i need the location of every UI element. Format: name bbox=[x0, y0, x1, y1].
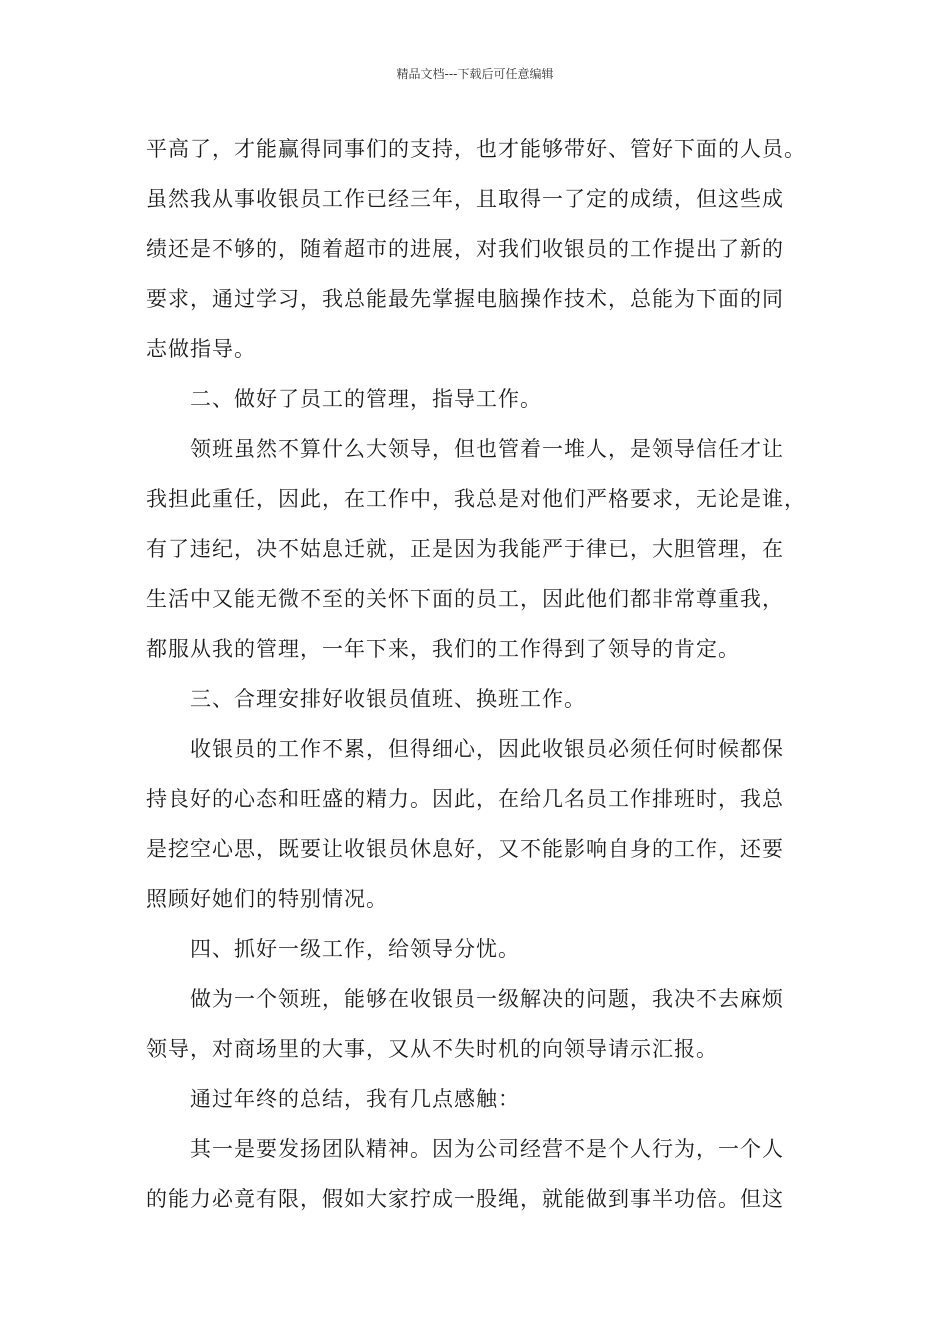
section-heading: 二、做好了员工的管理，指导工作。 bbox=[190, 387, 542, 411]
section-heading: 四、抓好一级工作，给领导分忧。 bbox=[190, 937, 520, 961]
text-line: 志做指导。 bbox=[146, 337, 256, 361]
section-heading: 三、合理安排好收银员值班、换班工作。 bbox=[190, 687, 586, 711]
text-line: 有了违纪，决不姑息迁就，正是因为我能严于律已，大胆管理，在 bbox=[146, 537, 784, 561]
text-line: 我担此重任，因此，在工作中，我总是对他们严格要求，无论是谁， bbox=[146, 487, 806, 511]
text-line: 平高了，才能赢得同事们的支持，也才能够带好、管好下面的人员。 bbox=[146, 137, 806, 161]
text-line: 其一是要发扬团队精神。因为公司经营不是个人行为，一个人 bbox=[190, 1137, 784, 1161]
text-line: 要求，通过学习，我总能最先掌握电脑操作技术，总能为下面的同 bbox=[146, 287, 784, 311]
text-line: 绩还是不够的，随着超市的进展，对我们收银员的工作提出了新的 bbox=[146, 237, 784, 261]
text-line: 通过年终的总结，我有几点感触： bbox=[190, 1087, 520, 1111]
text-line: 生活中又能无微不至的关怀下面的员工，因此他们都非常尊重我， bbox=[146, 587, 784, 611]
text-line: 是挖空心思，既要让收银员休息好，又不能影响自身的工作，还要 bbox=[146, 837, 784, 861]
document-body bbox=[146, 124, 826, 1224]
text-line: 领导，对商场里的大事，又从不失时机的向领导请示汇报。 bbox=[146, 1037, 718, 1061]
text-line: 领班虽然不算什么大领导，但也管着一堆人，是领导信任才让 bbox=[190, 437, 784, 461]
text-line: 照顾好她们的特别情况。 bbox=[146, 887, 388, 911]
text-line: 做为一个领班，能够在收银员一级解决的问题，我决不去麻烦 bbox=[190, 987, 784, 1011]
text-line: 的能力必竟有限，假如大家拧成一股绳，就能做到事半功倍。但这 bbox=[146, 1187, 784, 1211]
text-line: 持良好的心态和旺盛的精力。因此，在给几名员工作排班时，我总 bbox=[146, 787, 784, 811]
text-line: 都服从我的管理，一年下来，我们的工作得到了领导的肯定。 bbox=[146, 637, 740, 661]
text-line: 收银员的工作不累，但得细心，因此收银员必须任何时候都保 bbox=[190, 737, 784, 761]
text-line: 虽然我从事收银员工作已经三年，且取得一了定的成绩，但这些成 bbox=[146, 187, 784, 211]
page-header: 精品文档---下载后可任意编辑 bbox=[396, 67, 554, 81]
